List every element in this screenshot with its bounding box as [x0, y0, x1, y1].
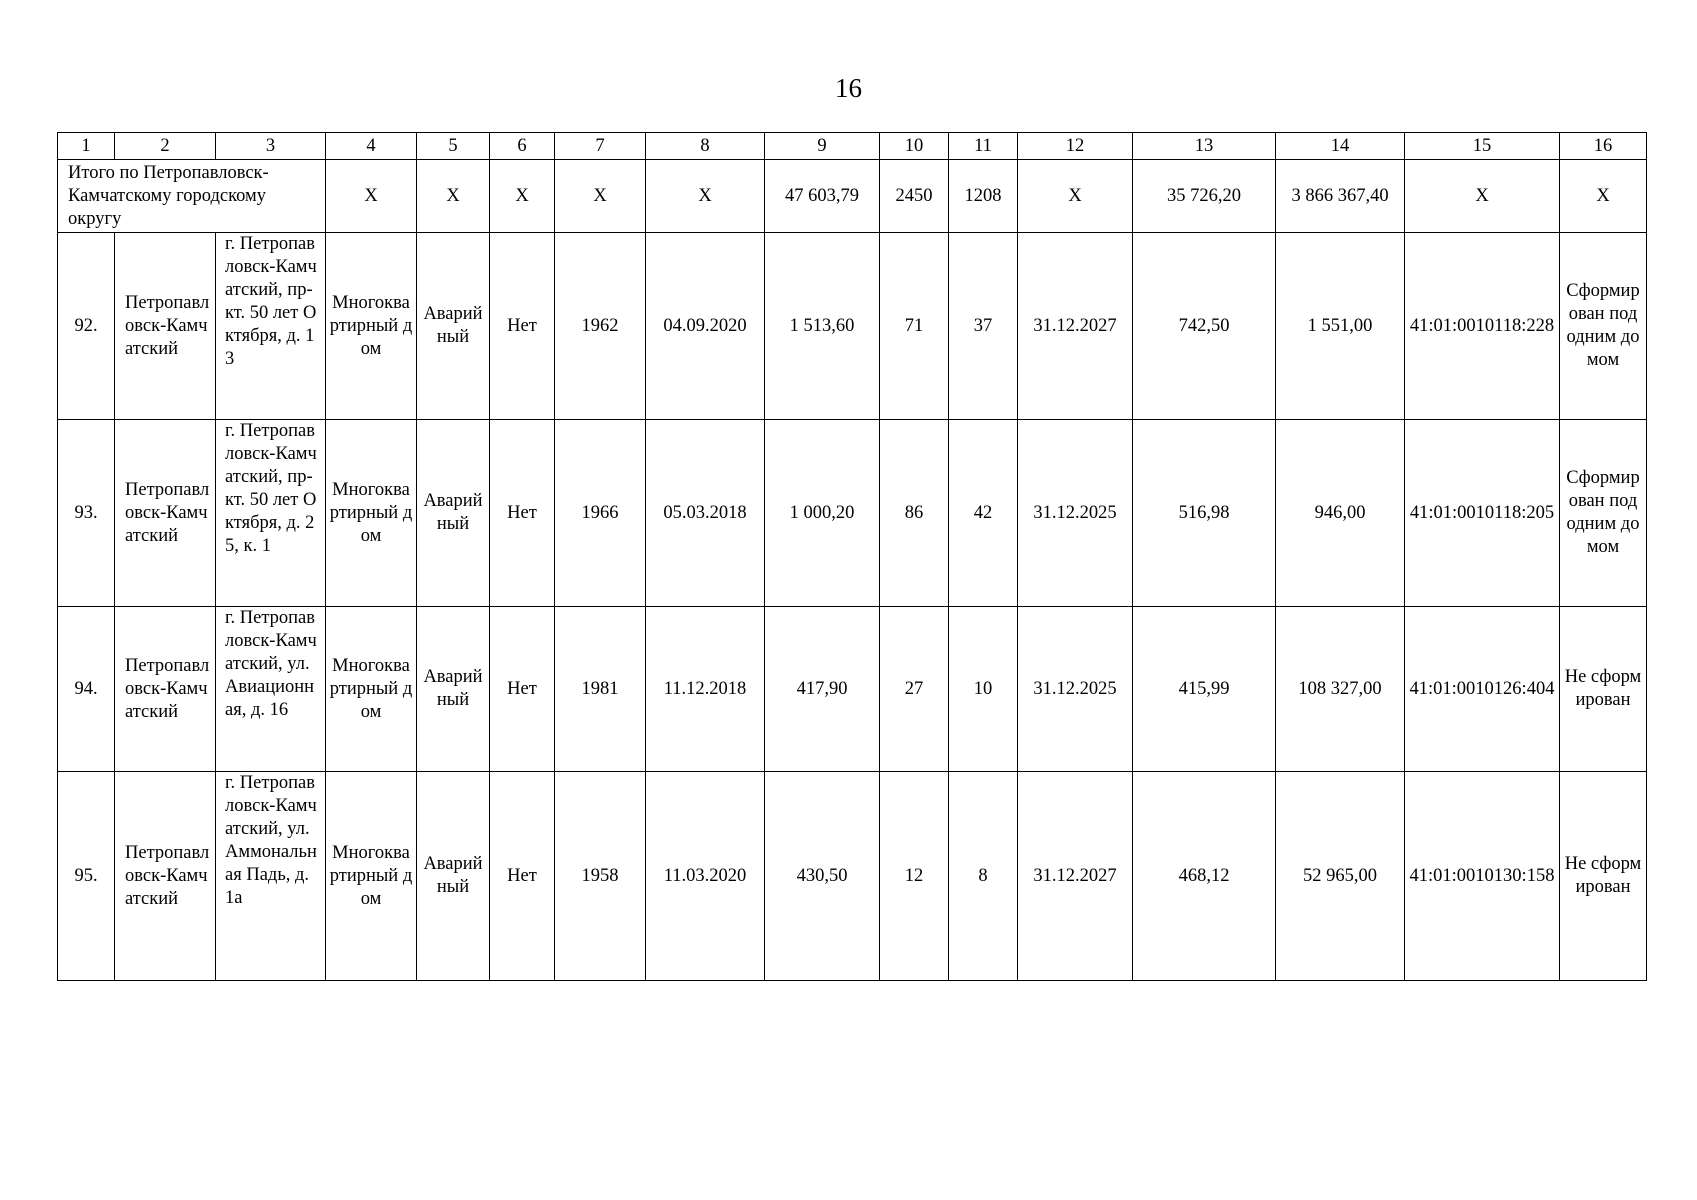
deadline-cell: 31.12.2027 — [1018, 233, 1133, 420]
address-cell: г. Петропавловск-Камчатский, пр-кт. 50 лет Октября, д. 25, к. 1 — [216, 420, 326, 607]
date-cell: 11.03.2020 — [646, 772, 765, 981]
value-cell: 1 551,00 — [1276, 233, 1405, 420]
flag-cell: Нет — [490, 772, 555, 981]
count-cell: 8 — [949, 772, 1018, 981]
year-cell: 1962 — [555, 233, 646, 420]
year-cell: 1958 — [555, 772, 646, 981]
total-area: 47 603,79 — [765, 160, 880, 233]
date-cell: 05.03.2018 — [646, 420, 765, 607]
column-number: 14 — [1276, 133, 1405, 160]
total-cell: X — [646, 160, 765, 233]
deadline-cell: 31.12.2027 — [1018, 772, 1133, 981]
column-number: 10 — [880, 133, 949, 160]
year-cell: 1966 — [555, 420, 646, 607]
total-cell: X — [1018, 160, 1133, 233]
column-number: 4 — [326, 133, 417, 160]
building-type-cell: Многоквартирный дом — [326, 772, 417, 981]
flag-cell: Нет — [490, 607, 555, 772]
area-cell: 430,50 — [765, 772, 880, 981]
column-number: 5 — [417, 133, 490, 160]
cadastral-cell: 41:01:0010118:205 — [1405, 420, 1560, 607]
land-status-cell: Не сформирован — [1560, 607, 1647, 772]
column-number: 6 — [490, 133, 555, 160]
total-row — [58, 160, 1647, 233]
address-cell: г. Петропавловск-Камчатский, ул. Аммональная Падь, д. 1а — [216, 772, 326, 981]
row-number: 92. — [58, 233, 115, 420]
flag-cell: Нет — [490, 420, 555, 607]
municipality-cell: Петропавловск-Камчатский — [115, 772, 216, 981]
total-cell: 3 866 367,40 — [1276, 160, 1405, 233]
table-row — [58, 420, 1647, 607]
cadastral-cell: 41:01:0010126:404 — [1405, 607, 1560, 772]
municipality-cell: Петропавловск-Камчатский — [115, 233, 216, 420]
row-number: 93. — [58, 420, 115, 607]
column-number: 3 — [216, 133, 326, 160]
status-cell: Аварийный — [417, 233, 490, 420]
total-cell: X — [555, 160, 646, 233]
count-cell: 86 — [880, 420, 949, 607]
area-cell: 417,90 — [765, 607, 880, 772]
building-type-cell: Многоквартирный дом — [326, 233, 417, 420]
total-cell: 2450 — [880, 160, 949, 233]
count-cell: 12 — [880, 772, 949, 981]
status-cell: Аварийный — [417, 420, 490, 607]
column-number: 9 — [765, 133, 880, 160]
area-cell: 1 000,20 — [765, 420, 880, 607]
building-type-cell: Многоквартирный дом — [326, 420, 417, 607]
land-status-cell: Не сформирован — [1560, 772, 1647, 981]
total-cell: X — [326, 160, 417, 233]
deadline-cell: 31.12.2025 — [1018, 607, 1133, 772]
municipality-cell: Петропавловск-Камчатский — [115, 420, 216, 607]
value-cell: 516,98 — [1133, 420, 1276, 607]
deadline-cell: 31.12.2025 — [1018, 420, 1133, 607]
cadastral-cell: 41:01:0010130:158 — [1405, 772, 1560, 981]
land-status-cell: Сформирован под одним домом — [1560, 420, 1647, 607]
value-cell: 946,00 — [1276, 420, 1405, 607]
total-label: Итого по Петропавловск-Камчатскому городскому округу — [58, 160, 326, 233]
flag-cell: Нет — [490, 233, 555, 420]
column-number: 15 — [1405, 133, 1560, 160]
total-cell: X — [490, 160, 555, 233]
column-number: 13 — [1133, 133, 1276, 160]
column-number: 7 — [555, 133, 646, 160]
municipality-cell: Петропавловск-Камчатский — [115, 607, 216, 772]
date-cell: 04.09.2020 — [646, 233, 765, 420]
total-cell: 35 726,20 — [1133, 160, 1276, 233]
status-cell: Аварийный — [417, 607, 490, 772]
column-number: 11 — [949, 133, 1018, 160]
housing-registry-table — [57, 132, 1647, 981]
count-cell: 37 — [949, 233, 1018, 420]
table-row — [58, 607, 1647, 772]
total-cell: X — [1560, 160, 1647, 233]
value-cell: 108 327,00 — [1276, 607, 1405, 772]
total-cell: 1208 — [949, 160, 1018, 233]
total-cell: X — [417, 160, 490, 233]
count-cell: 27 — [880, 607, 949, 772]
status-cell: Аварийный — [417, 772, 490, 981]
count-cell: 42 — [949, 420, 1018, 607]
date-cell: 11.12.2018 — [646, 607, 765, 772]
count-cell: 10 — [949, 607, 1018, 772]
area-cell: 1 513,60 — [765, 233, 880, 420]
table-row — [58, 233, 1647, 420]
page-number: 16 — [835, 73, 862, 103]
row-number: 95. — [58, 772, 115, 981]
land-status-cell: Сформирован под одним домом — [1560, 233, 1647, 420]
table-row — [58, 772, 1647, 981]
cadastral-cell: 41:01:0010118:228 — [1405, 233, 1560, 420]
column-number: 8 — [646, 133, 765, 160]
column-number: 16 — [1560, 133, 1647, 160]
building-type-cell: Многоквартирный дом — [326, 607, 417, 772]
value-cell: 742,50 — [1133, 233, 1276, 420]
address-cell: г. Петропавловск-Камчатский, пр-кт. 50 лет Октября, д. 13 — [216, 233, 326, 420]
row-number: 94. — [58, 607, 115, 772]
column-number-row — [58, 133, 1647, 160]
column-number: 2 — [115, 133, 216, 160]
value-cell: 415,99 — [1133, 607, 1276, 772]
count-cell: 71 — [880, 233, 949, 420]
value-cell: 468,12 — [1133, 772, 1276, 981]
year-cell: 1981 — [555, 607, 646, 772]
column-number: 1 — [58, 133, 115, 160]
address-cell: г. Петропавловск-Камчатский, ул. Авиационная, д. 16 — [216, 607, 326, 772]
column-number: 12 — [1018, 133, 1133, 160]
value-cell: 52 965,00 — [1276, 772, 1405, 981]
total-cell: X — [1405, 160, 1560, 233]
